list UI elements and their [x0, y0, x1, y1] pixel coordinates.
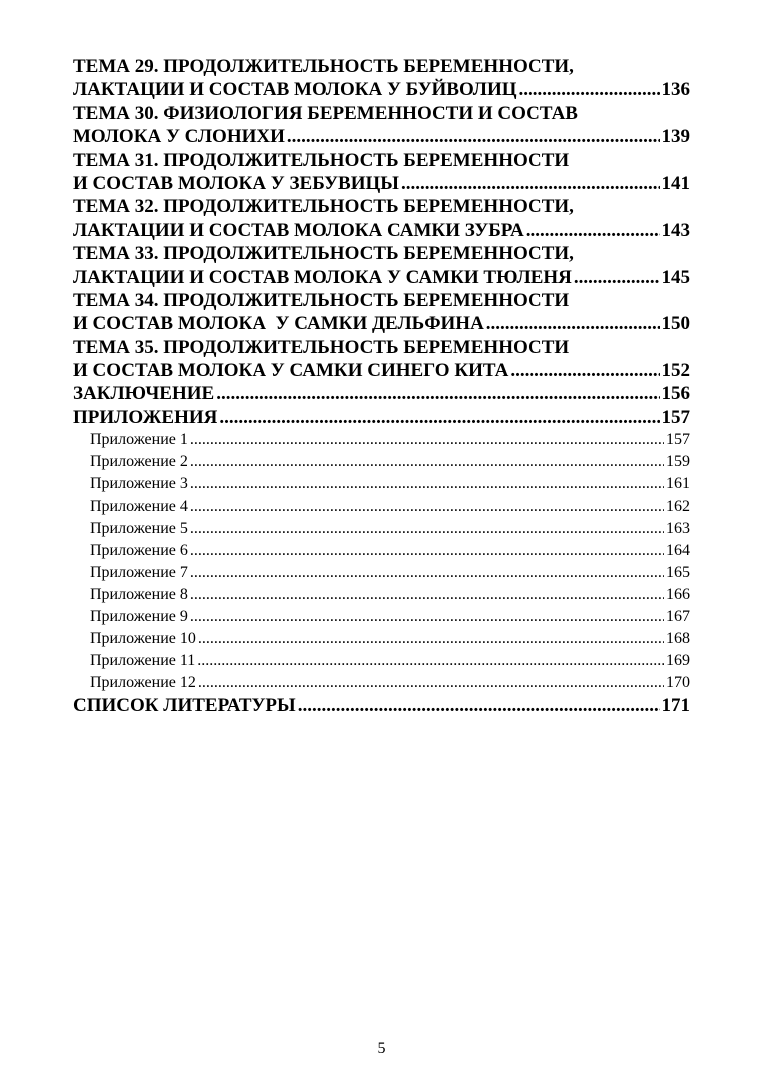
toc-page-number: 167 — [666, 608, 690, 625]
toc-entry-appendix-3[interactable] — [73, 473, 690, 495]
dot-leader — [510, 359, 659, 382]
toc-page-number: 156 — [661, 383, 690, 405]
toc-entry-title: ЛАКТАЦИИ И СОСТАВ МОЛОКА У САМКИ ТЮЛЕНЯ — [73, 266, 572, 288]
dot-leader — [574, 266, 660, 289]
toc-page-number: 171 — [661, 695, 690, 717]
dot-leader — [190, 473, 664, 495]
toc-page-number: 143 — [661, 219, 690, 241]
toc-entry-title: ЛАКТАЦИИ И СОСТАВ МОЛОКА САМКИ ЗУБРА — [73, 219, 524, 241]
dot-leader — [298, 694, 660, 717]
toc-page-number: 170 — [666, 674, 690, 692]
toc-entry-topic-35[interactable] — [73, 336, 690, 383]
toc-entry-topic-29[interactable] — [73, 55, 690, 102]
dot-leader — [190, 540, 664, 562]
dot-leader — [198, 672, 664, 694]
toc-entry-title: МОЛОКА У СЛОНИХИ — [73, 126, 285, 148]
toc-entry-references[interactable] — [73, 694, 690, 717]
toc-entry-title: Приложение 4 — [90, 497, 188, 515]
dot-leader — [190, 429, 664, 451]
dot-leader — [197, 650, 664, 672]
toc-entry-appendix-1[interactable] — [73, 429, 690, 451]
toc-entry-title: Приложение 7 — [90, 563, 188, 581]
dot-leader — [190, 606, 664, 628]
toc-entry-title: Приложение 9 — [90, 608, 188, 625]
toc-entry-title: Приложение 5 — [90, 519, 188, 537]
toc-page-number: 157 — [666, 431, 690, 449]
toc-page-number: 164 — [666, 541, 690, 559]
toc-entry-title: Приложение 6 — [90, 541, 188, 559]
toc-entry-title: ЗАКЛЮЧЕНИЕ — [73, 383, 215, 405]
dot-leader — [216, 382, 659, 405]
table-of-contents — [73, 55, 690, 718]
dot-leader — [526, 219, 660, 242]
toc-page-number: 165 — [666, 563, 690, 581]
toc-entry-title: И СОСТАВ МОЛОКА У САМКИ СИНЕГО КИТА — [73, 360, 509, 382]
toc-page-number: 152 — [661, 360, 690, 382]
toc-entry-appendix-2[interactable] — [73, 451, 690, 473]
toc-page-number: 139 — [661, 126, 690, 148]
toc-entry-title: СПИСОК ЛИТЕРАТУРЫ — [73, 695, 296, 717]
dot-leader — [287, 125, 660, 148]
toc-page-number: 141 — [661, 172, 690, 194]
toc-entry-title: Приложение 1 — [90, 431, 188, 449]
toc-entry-title: ТЕМА 29. ПРОДОЛЖИТЕЛЬНОСТЬ БЕРЕМЕННОСТИ, — [73, 56, 574, 77]
toc-entry-appendix-5[interactable] — [73, 518, 690, 540]
toc-entry-title: Приложение 10 — [90, 630, 196, 648]
toc-entry-appendices[interactable] — [73, 406, 690, 429]
toc-entry-topic-31[interactable] — [73, 149, 690, 196]
toc-entry-appendix-11[interactable] — [73, 650, 690, 672]
dot-leader — [519, 78, 660, 101]
dot-leader — [219, 406, 659, 429]
toc-entry-title: Приложение 8 — [90, 585, 188, 603]
toc-entry-title: Приложение 12 — [90, 674, 196, 692]
toc-page-number: 166 — [666, 585, 690, 603]
toc-entry-topic-32[interactable] — [73, 195, 690, 242]
toc-page-number: 159 — [666, 453, 690, 471]
toc-page-number: 162 — [666, 497, 690, 515]
page-number: 5 — [377, 1040, 386, 1057]
toc-entry-appendix-9[interactable] — [73, 606, 690, 628]
toc-entry-topic-30[interactable] — [73, 102, 690, 149]
toc-entry-appendix-8[interactable] — [73, 584, 690, 606]
toc-entry-title: ТЕМА 31. ПРОДОЛЖИТЕЛЬНОСТЬ БЕРЕМЕННОСТИ — [73, 149, 570, 171]
toc-entry-appendix-6[interactable] — [73, 540, 690, 562]
toc-page-number: 168 — [666, 630, 690, 648]
toc-page-number: 145 — [661, 266, 690, 288]
toc-entry-title: ТЕМА 32. ПРОДОЛЖИТЕЛЬНОСТЬ БЕРЕМЕННОСТИ, — [73, 196, 574, 218]
dot-leader — [190, 562, 664, 584]
toc-entry-title: ТЕМА 33. ПРОДОЛЖИТЕЛЬНОСТЬ БЕРЕМЕННОСТИ, — [73, 243, 574, 265]
dot-leader — [190, 451, 664, 473]
dot-leader — [198, 628, 664, 650]
toc-entry-title: ЛАКТАЦИИ И СОСТАВ МОЛОКА У БУЙВОЛИЦ — [73, 79, 517, 101]
toc-entry-topic-34[interactable] — [73, 289, 690, 336]
toc-entry-title: Приложение 11 — [90, 652, 196, 670]
toc-entry-appendix-4[interactable] — [73, 496, 690, 518]
toc-entry-title: ТЕМА 35. ПРОДОЛЖИТЕЛЬНОСТЬ БЕРЕМЕННОСТИ — [73, 336, 570, 358]
dot-leader — [486, 312, 660, 335]
toc-entry-title: И СОСТАВ МОЛОКА У САМКИ ДЕЛЬФИНА — [73, 313, 484, 335]
toc-page-number: 157 — [661, 406, 690, 428]
toc-page-number: 150 — [661, 313, 690, 335]
toc-entry-appendix-10[interactable] — [73, 628, 690, 650]
dot-leader — [190, 496, 664, 518]
dot-leader — [190, 518, 664, 540]
toc-entry-conclusion[interactable] — [73, 382, 690, 405]
toc-entry-title: Приложение 2 — [90, 453, 188, 471]
dot-leader — [190, 584, 664, 606]
toc-page-number: 163 — [666, 519, 690, 537]
dot-leader — [401, 172, 660, 195]
toc-entry-appendix-7[interactable] — [73, 562, 690, 584]
toc-entry-title: Приложение 3 — [90, 475, 188, 493]
toc-entry-title: ПРИЛОЖЕНИЯ — [73, 406, 218, 428]
toc-page-number: 169 — [666, 652, 690, 670]
toc-page-number: 136 — [661, 79, 690, 101]
toc-entry-topic-33[interactable] — [73, 242, 690, 289]
toc-entry-title: ТЕМА 30. ФИЗИОЛОГИЯ БЕРЕМЕННОСТИ И СОСТАВ — [73, 102, 578, 124]
toc-page-number: 161 — [666, 475, 690, 493]
toc-entry-appendix-12[interactable] — [73, 672, 690, 694]
toc-entry-title: И СОСТАВ МОЛОКА У ЗЕБУВИЦЫ — [73, 172, 399, 194]
toc-entry-title: ТЕМА 34. ПРОДОЛЖИТЕЛЬНОСТЬ БЕРЕМЕННОСТИ — [73, 289, 570, 311]
